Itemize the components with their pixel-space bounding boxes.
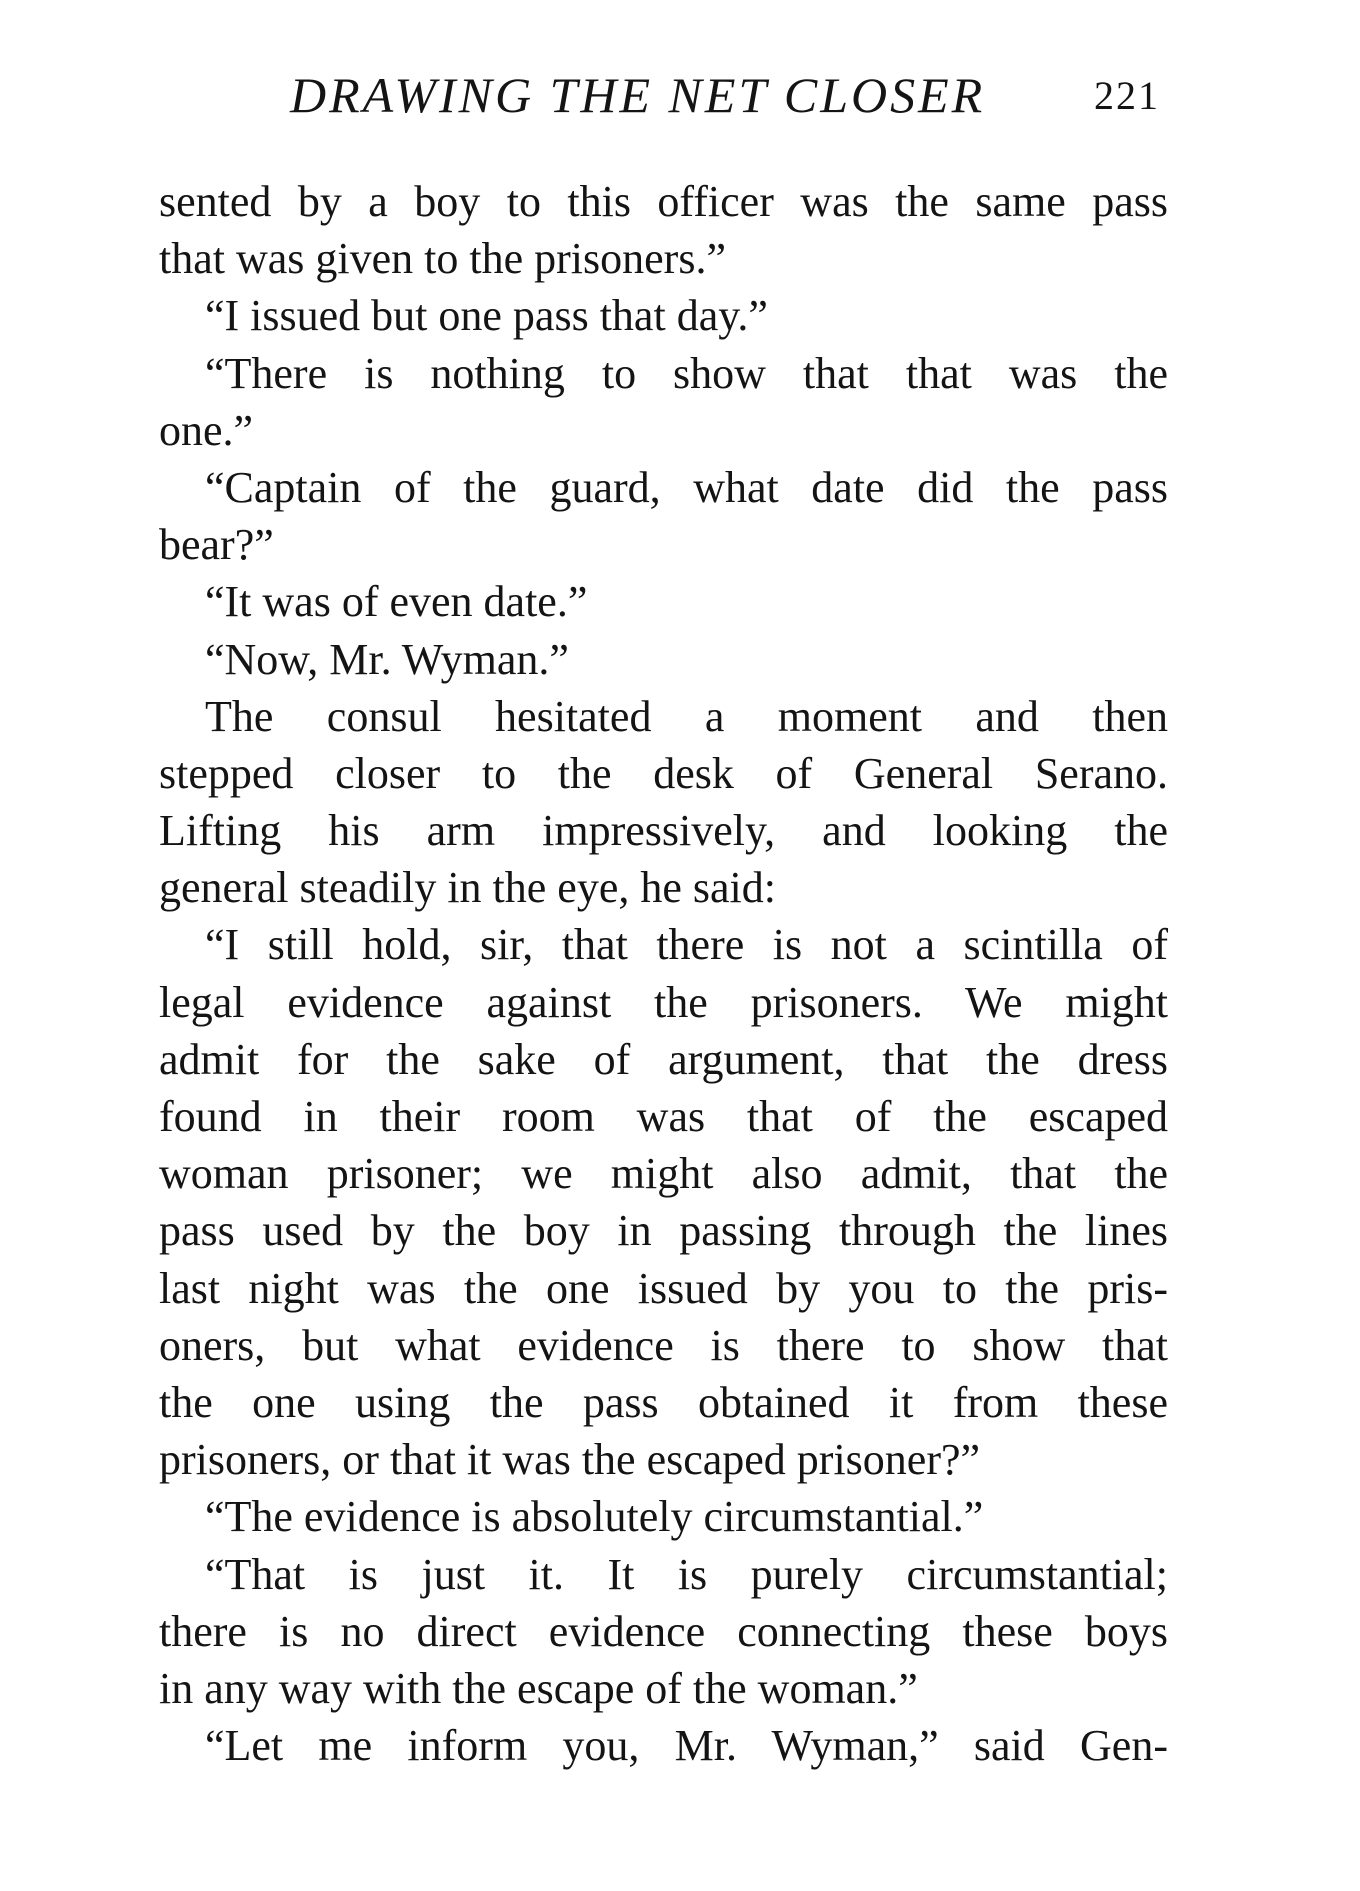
text-line: one.” xyxy=(159,405,254,455)
text-line: “There is nothing to show that that was the xyxy=(205,348,1168,398)
text-line: “Now, Mr. Wyman.” xyxy=(205,634,569,684)
text-line: that was given to the prisoners.” xyxy=(159,234,726,284)
text-line: “The evidence is absolutely circumstantial.” xyxy=(205,1492,984,1542)
text-line: “I issued but one pass that day.” xyxy=(205,291,768,341)
text-line: sented by a boy to this officer was the same pass xyxy=(159,177,1168,226)
text-line: last night was the one issued by you to the pris- xyxy=(159,1263,1168,1313)
text-line: admit for the sake of argument, that the dress xyxy=(159,1034,1168,1084)
page-number: 221 xyxy=(1094,73,1160,118)
text-line: “Captain of the guard, what date did the pass xyxy=(205,462,1168,512)
text-line: general steadily in the eye, he said: xyxy=(159,863,776,913)
text-line: “Let me inform you, Mr. Wyman,” said Gen- xyxy=(205,1721,1168,1771)
text-line: The consul hesitated a moment and then xyxy=(205,691,1168,741)
text-line: woman prisoner; we might also admit, that the xyxy=(159,1149,1168,1199)
running-head xyxy=(290,60,1168,130)
text-line: stepped closer to the desk of General Serano. xyxy=(159,748,1168,798)
body-text xyxy=(159,173,1168,1774)
text-line: bear?” xyxy=(159,520,274,570)
text-line: Lifting his arm impressively, and looking the xyxy=(159,806,1168,856)
text-line: legal evidence against the prisoners. We might xyxy=(159,977,1168,1027)
text-line: oners, but what evidence is there to show that xyxy=(159,1320,1168,1370)
chapter-title: DRAWING THE NET CLOSER xyxy=(290,67,986,123)
text-line: prisoners, or that it was the escaped prisoner?” xyxy=(159,1435,981,1485)
text-line: found in their room was that of the escaped xyxy=(159,1092,1168,1141)
text-line: there is no direct evidence connecting these boys xyxy=(159,1606,1168,1656)
text-line: “I still hold, sir, that there is not a scintilla of xyxy=(205,920,1168,970)
text-line: the one using the pass obtained it from these xyxy=(159,1377,1168,1427)
text-line: in any way with the escape of the woman.” xyxy=(159,1663,918,1713)
text-line: pass used by the boy in passing through the lines xyxy=(159,1206,1168,1256)
text-line: “That is just it. It is purely circumstantial; xyxy=(205,1549,1168,1599)
text-line: “It was of even date.” xyxy=(205,577,588,627)
